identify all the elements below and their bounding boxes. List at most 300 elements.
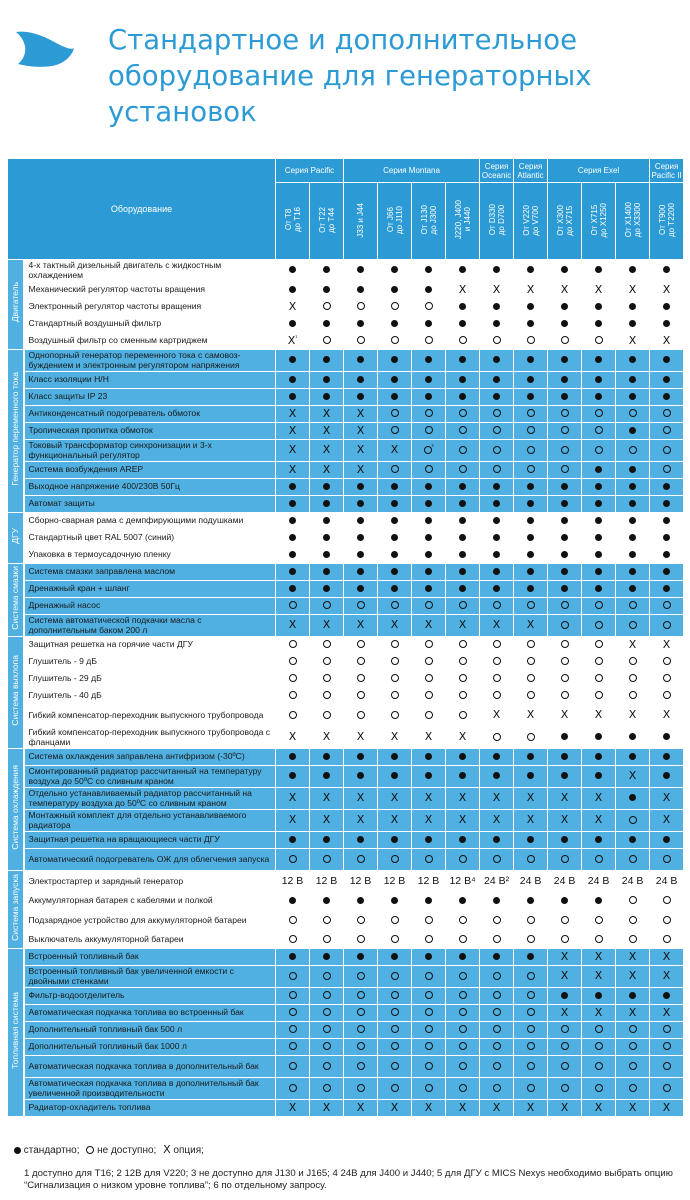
availability-cell xyxy=(412,966,446,988)
availability-cell xyxy=(412,547,446,564)
availability-cell xyxy=(446,440,480,462)
availability-cell xyxy=(276,766,310,788)
availability-cell xyxy=(616,788,650,810)
x-mark-icon: X xyxy=(458,813,467,827)
open-circle-icon xyxy=(425,1025,433,1033)
availability-cell xyxy=(378,423,412,440)
availability-cell xyxy=(582,479,616,496)
availability-cell xyxy=(412,871,446,893)
availability-cell xyxy=(650,637,684,654)
model-header xyxy=(344,183,378,260)
availability-cell xyxy=(412,949,446,966)
model-label: От T900 до T2200 xyxy=(657,202,676,238)
open-circle-icon xyxy=(561,1062,569,1070)
feature-label: Защитная решетка на горячие части ДГУ xyxy=(24,637,276,654)
availability-cell xyxy=(548,260,582,282)
availability-cell xyxy=(412,893,446,910)
filled-dot-icon xyxy=(663,393,670,400)
availability-cell xyxy=(344,350,378,372)
availability-cell xyxy=(378,910,412,932)
open-circle-icon xyxy=(629,657,637,665)
open-circle-icon xyxy=(459,1008,467,1016)
open-circle-icon xyxy=(459,916,467,924)
series-header: Серия Pacific xyxy=(276,159,344,183)
feature-label: Фильтр-водоотделитель xyxy=(24,988,276,1005)
availability-cell xyxy=(310,598,344,615)
availability-cell xyxy=(344,423,378,440)
open-circle-icon xyxy=(323,1025,331,1033)
availability-cell xyxy=(480,788,514,810)
x-mark-icon: X xyxy=(492,618,501,632)
x-mark-icon: X xyxy=(560,813,569,827)
table-row xyxy=(8,749,684,766)
x-mark-icon: X xyxy=(628,282,637,296)
availability-cell xyxy=(548,440,582,462)
availability-cell xyxy=(514,949,548,966)
open-circle-icon xyxy=(629,409,637,417)
availability-cell xyxy=(548,406,582,423)
series-header: Серия Pacific II xyxy=(650,159,684,183)
availability-cell xyxy=(514,530,548,547)
availability-cell xyxy=(310,462,344,479)
x-mark-icon: X xyxy=(492,1100,501,1114)
filled-dot-icon xyxy=(391,585,398,592)
availability-cell xyxy=(446,513,480,530)
filled-dot-icon xyxy=(425,517,432,524)
availability-cell xyxy=(344,462,378,479)
filled-dot-icon xyxy=(357,286,364,293)
open-circle-icon xyxy=(595,409,603,417)
availability-cell xyxy=(650,598,684,615)
feature-label: Стандартный воздушный фильтр xyxy=(24,316,276,333)
availability-cell xyxy=(276,637,310,654)
availability-cell xyxy=(446,1039,480,1056)
filled-dot-icon xyxy=(425,585,432,592)
availability-cell xyxy=(446,688,480,705)
availability-cell xyxy=(412,350,446,372)
open-circle-icon xyxy=(493,1025,501,1033)
filled-dot-icon xyxy=(527,836,534,843)
availability-cell xyxy=(310,688,344,705)
x-mark-icon: X xyxy=(492,282,501,296)
availability-cell xyxy=(514,1056,548,1078)
table-row xyxy=(8,372,684,389)
open-circle-icon xyxy=(425,336,433,344)
availability-cell xyxy=(446,350,480,372)
table-row xyxy=(8,350,684,372)
availability-cell xyxy=(344,871,378,893)
open-circle-icon xyxy=(289,935,297,943)
filled-dot-icon xyxy=(289,551,296,558)
availability-cell xyxy=(616,810,650,832)
filled-dot-icon xyxy=(357,953,364,960)
availability-cell xyxy=(344,581,378,598)
open-circle-icon xyxy=(391,691,399,699)
model-header xyxy=(412,183,446,260)
availability-cell xyxy=(480,749,514,766)
footnote: 1 доступно для T16; 2 12B для V220; 3 не доступно для J130 и J165; 4 24B для J400 и J440; 5 для ДГУ с MICS Nexys необходимо выбрать опцию “Сигнализация о низком уровне топлива”; 6 по отдельному запросу. xyxy=(24,1168,673,1191)
availability-cell xyxy=(446,316,480,333)
availability-cell xyxy=(276,1022,310,1039)
filled-dot-icon xyxy=(323,517,330,524)
availability-cell xyxy=(378,688,412,705)
open-circle-icon xyxy=(663,446,671,454)
model-header xyxy=(582,183,616,260)
availability-cell xyxy=(378,615,412,637)
availability-cell xyxy=(616,766,650,788)
availability-cell xyxy=(276,530,310,547)
availability-cell xyxy=(378,1005,412,1022)
availability-cell xyxy=(480,530,514,547)
open-circle-icon xyxy=(561,640,569,648)
availability-cell xyxy=(582,1005,616,1022)
availability-cell xyxy=(446,1056,480,1078)
availability-cell xyxy=(616,671,650,688)
legend-option xyxy=(163,1145,204,1156)
table-row xyxy=(8,893,684,910)
availability-cell xyxy=(310,513,344,530)
availability-cell xyxy=(446,598,480,615)
availability-cell xyxy=(480,1005,514,1022)
open-circle-icon xyxy=(527,991,535,999)
open-circle-icon xyxy=(391,916,399,924)
table-row xyxy=(8,333,684,350)
availability-cell xyxy=(480,1078,514,1100)
x-mark-icon: X xyxy=(288,406,297,420)
availability-cell xyxy=(344,849,378,871)
availability-cell xyxy=(378,406,412,423)
x-mark-icon: X xyxy=(458,791,467,805)
availability-cell xyxy=(514,932,548,949)
feature-label: Аккумуляторная батарея с кабелями и полкой xyxy=(24,893,276,910)
availability-cell xyxy=(446,299,480,316)
availability-cell xyxy=(548,1022,582,1039)
open-circle-icon xyxy=(289,1025,297,1033)
voltage-value: 12 В⁴ xyxy=(449,875,476,887)
availability-cell xyxy=(276,1078,310,1100)
feature-label: Дополнительный топливный бак 1000 л xyxy=(24,1039,276,1056)
filled-dot-icon xyxy=(561,534,568,541)
filled-dot-icon xyxy=(629,303,636,310)
availability-cell xyxy=(650,788,684,810)
filled-dot-icon xyxy=(459,303,466,310)
availability-cell xyxy=(310,893,344,910)
availability-cell xyxy=(650,727,684,749)
open-circle-icon xyxy=(629,1084,637,1092)
open-circle-icon xyxy=(425,302,433,310)
availability-cell xyxy=(650,547,684,564)
filled-dot-icon xyxy=(459,568,466,575)
open-circle-icon xyxy=(425,1042,433,1050)
availability-cell xyxy=(514,598,548,615)
filled-dot-icon xyxy=(323,286,330,293)
open-circle-icon xyxy=(289,855,297,863)
series-header: Серия Atlantic xyxy=(514,159,548,183)
availability-cell xyxy=(616,406,650,423)
availability-cell xyxy=(276,910,310,932)
availability-cell xyxy=(310,705,344,727)
availability-cell xyxy=(378,389,412,406)
model-label: От X1400 до X3300 xyxy=(623,202,642,238)
availability-cell xyxy=(276,671,310,688)
filled-dot-icon xyxy=(663,772,670,779)
filled-dot-icon xyxy=(14,1147,21,1154)
availability-cell xyxy=(514,282,548,299)
open-circle-icon xyxy=(289,601,297,609)
filled-dot-icon xyxy=(629,585,636,592)
availability-cell xyxy=(344,479,378,496)
filled-dot-icon xyxy=(629,483,636,490)
table-row xyxy=(8,849,684,871)
voltage-value: 24 В xyxy=(655,875,678,887)
availability-cell xyxy=(344,949,378,966)
availability-cell xyxy=(650,1056,684,1078)
open-circle-icon xyxy=(595,446,603,454)
series-header: Серия Montana xyxy=(344,159,480,183)
availability-cell xyxy=(412,637,446,654)
x-mark-icon: X xyxy=(390,618,399,632)
availability-cell xyxy=(344,598,378,615)
open-circle-icon xyxy=(323,601,331,609)
filled-dot-icon xyxy=(425,953,432,960)
open-circle-icon xyxy=(357,302,365,310)
availability-cell xyxy=(548,333,582,350)
open-circle-icon xyxy=(289,657,297,665)
x-mark-icon: X xyxy=(662,282,671,296)
availability-cell xyxy=(480,849,514,871)
equipment-table-container xyxy=(7,158,681,1117)
filled-dot-icon xyxy=(527,500,534,507)
x-mark-icon: X xyxy=(526,282,535,296)
availability-cell xyxy=(446,1078,480,1100)
availability-cell xyxy=(514,810,548,832)
open-circle-icon xyxy=(357,1062,365,1070)
filled-dot-icon xyxy=(425,897,432,904)
availability-cell xyxy=(582,260,616,282)
availability-cell xyxy=(548,1056,582,1078)
open-circle-icon xyxy=(323,972,331,980)
availability-cell xyxy=(650,440,684,462)
availability-cell xyxy=(616,350,650,372)
availability-cell xyxy=(412,688,446,705)
filled-dot-icon xyxy=(459,953,466,960)
filled-dot-icon xyxy=(357,753,364,760)
availability-cell xyxy=(582,1078,616,1100)
table-row xyxy=(8,530,684,547)
open-circle-icon xyxy=(459,1062,467,1070)
x-mark-icon: X xyxy=(288,1100,297,1114)
open-circle-icon xyxy=(357,601,365,609)
open-circle-icon xyxy=(595,657,603,665)
x-mark-icon: X xyxy=(356,443,365,457)
availability-cell xyxy=(480,440,514,462)
filled-dot-icon xyxy=(391,897,398,904)
filled-dot-icon xyxy=(595,897,602,904)
availability-cell xyxy=(514,910,548,932)
availability-cell xyxy=(310,1078,344,1100)
filled-dot-icon xyxy=(595,303,602,310)
filled-dot-icon xyxy=(595,393,602,400)
filled-dot-icon xyxy=(663,585,670,592)
availability-cell xyxy=(446,581,480,598)
availability-cell xyxy=(412,299,446,316)
filled-dot-icon xyxy=(357,356,364,363)
open-circle-icon xyxy=(629,601,637,609)
availability-cell xyxy=(446,727,480,749)
availability-cell xyxy=(310,350,344,372)
open-circle-icon xyxy=(289,691,297,699)
open-circle-icon xyxy=(561,674,569,682)
availability-cell xyxy=(378,547,412,564)
open-circle-icon xyxy=(595,1042,603,1050)
filled-dot-icon xyxy=(527,953,534,960)
table-row xyxy=(8,423,684,440)
x-mark-icon: X xyxy=(424,813,433,827)
availability-cell xyxy=(344,440,378,462)
filled-dot-icon xyxy=(663,303,670,310)
availability-cell xyxy=(412,333,446,350)
x-mark-icon: X xyxy=(628,769,637,783)
model-label: От X715 до X1250 xyxy=(589,202,608,238)
filled-dot-icon xyxy=(323,500,330,507)
availability-cell xyxy=(514,705,548,727)
availability-cell xyxy=(412,316,446,333)
x-mark-icon: X xyxy=(594,282,603,296)
availability-cell xyxy=(582,406,616,423)
x-mark-icon: X xyxy=(390,813,399,827)
table-row xyxy=(8,282,684,299)
filled-dot-icon xyxy=(493,772,500,779)
filled-dot-icon xyxy=(493,517,500,524)
filled-dot-icon xyxy=(527,303,534,310)
open-circle-icon xyxy=(289,640,297,648)
availability-cell xyxy=(446,871,480,893)
availability-cell xyxy=(548,513,582,530)
availability-cell xyxy=(480,966,514,988)
model-label: От T8 до T16 xyxy=(283,207,302,233)
availability-cell xyxy=(514,788,548,810)
filled-dot-icon xyxy=(459,517,466,524)
availability-cell xyxy=(344,1078,378,1100)
open-circle-icon xyxy=(595,916,603,924)
filled-dot-icon xyxy=(459,753,466,760)
table-row xyxy=(8,1056,684,1078)
filled-dot-icon xyxy=(323,356,330,363)
open-circle-icon xyxy=(663,674,671,682)
filled-dot-icon xyxy=(561,992,568,999)
availability-cell xyxy=(344,513,378,530)
feature-label: Дренажный кран + шланг xyxy=(24,581,276,598)
availability-cell xyxy=(276,350,310,372)
availability-cell xyxy=(412,462,446,479)
availability-cell xyxy=(480,727,514,749)
filled-dot-icon xyxy=(391,393,398,400)
availability-cell xyxy=(582,598,616,615)
filled-dot-icon xyxy=(357,585,364,592)
feature-label: Тропическая пропитка обмоток xyxy=(24,423,276,440)
availability-cell xyxy=(412,1022,446,1039)
availability-cell xyxy=(344,654,378,671)
table-row xyxy=(8,1022,684,1039)
availability-cell xyxy=(378,372,412,389)
feature-label: Радиатор-охладитель топлива xyxy=(24,1100,276,1117)
availability-cell xyxy=(616,260,650,282)
availability-cell xyxy=(276,440,310,462)
availability-cell xyxy=(344,688,378,705)
availability-cell xyxy=(616,849,650,871)
availability-cell xyxy=(514,440,548,462)
x-mark-icon: X xyxy=(390,791,399,805)
availability-cell xyxy=(378,479,412,496)
filled-dot-icon xyxy=(629,376,636,383)
filled-dot-icon xyxy=(561,897,568,904)
x-mark-icon: X xyxy=(322,618,331,632)
filled-dot-icon xyxy=(595,483,602,490)
open-circle-icon xyxy=(357,674,365,682)
open-circle-icon xyxy=(323,657,331,665)
x-mark-icon: X xyxy=(628,637,637,651)
filled-dot-icon xyxy=(663,483,670,490)
filled-dot-icon xyxy=(595,517,602,524)
filled-dot-icon xyxy=(493,320,500,327)
availability-cell xyxy=(344,333,378,350)
availability-cell xyxy=(412,513,446,530)
availability-cell xyxy=(514,988,548,1005)
open-circle-icon xyxy=(629,916,637,924)
open-circle-icon xyxy=(459,935,467,943)
filled-dot-icon xyxy=(629,320,636,327)
open-circle-icon xyxy=(493,409,501,417)
filled-dot-icon xyxy=(595,992,602,999)
open-circle-icon xyxy=(663,1084,671,1092)
filled-dot-icon xyxy=(561,320,568,327)
open-circle-icon xyxy=(493,446,501,454)
availability-cell xyxy=(650,966,684,988)
feature-label: Упаковка в термоусадочную пленку xyxy=(24,547,276,564)
open-circle-icon xyxy=(663,409,671,417)
availability-cell xyxy=(514,1005,548,1022)
feature-label: Выходное напряжение 400/230В 50Гц xyxy=(24,479,276,496)
open-circle-icon xyxy=(459,855,467,863)
filled-dot-icon xyxy=(323,772,330,779)
x-mark-icon: X xyxy=(492,813,501,827)
filled-dot-icon xyxy=(493,376,500,383)
feature-label: Система смазки заправлена маслом xyxy=(24,564,276,581)
model-label: От J130 до J300 xyxy=(419,205,438,235)
availability-cell xyxy=(344,547,378,564)
open-circle-icon xyxy=(425,1008,433,1016)
filled-dot-icon xyxy=(289,483,296,490)
open-circle-icon xyxy=(323,302,331,310)
open-circle-icon xyxy=(357,1042,365,1050)
availability-cell xyxy=(412,598,446,615)
filled-dot-icon xyxy=(493,568,500,575)
filled-dot-icon xyxy=(459,266,466,273)
availability-cell xyxy=(480,598,514,615)
filled-dot-icon xyxy=(459,772,466,779)
open-circle-icon xyxy=(391,855,399,863)
availability-cell xyxy=(582,810,616,832)
availability-cell xyxy=(582,350,616,372)
open-circle-icon xyxy=(357,935,365,943)
availability-cell xyxy=(310,406,344,423)
availability-cell xyxy=(616,423,650,440)
availability-cell xyxy=(514,966,548,988)
open-circle-icon xyxy=(629,935,637,943)
availability-cell xyxy=(446,423,480,440)
open-circle-icon xyxy=(459,446,467,454)
open-circle-icon xyxy=(527,1042,535,1050)
